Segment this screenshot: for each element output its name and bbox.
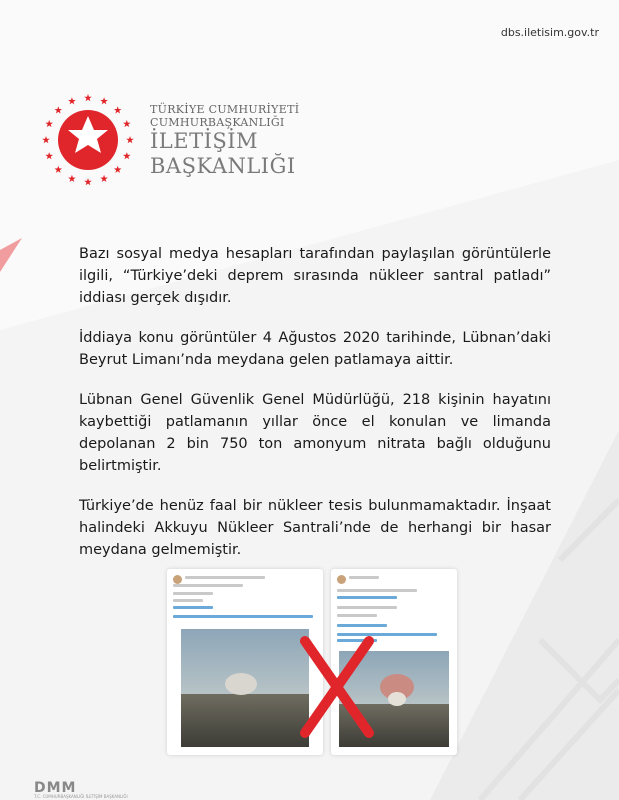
- org-line-3: İLETİŞİM: [150, 129, 259, 153]
- org-line-2: CUMHURBAŞKANLIĞI: [150, 116, 285, 129]
- explosion-cloud: [377, 669, 417, 709]
- dmm-subtitle: T.C. CUMHURBAŞKANLIĞI İLETİŞİM BAŞKANLIĞI: [34, 794, 128, 799]
- emblem-star: [68, 175, 76, 182]
- paragraph-2: İddiaya konu görüntüler 4 Ağustos 2020 tarihinde, Lübnan’daki Beyrut Limanı’nda meydana gelen patlamaya aittir.: [79, 330, 551, 368]
- emblem-star: [100, 97, 108, 104]
- emblem-star: [42, 136, 50, 143]
- emblem-star: [55, 166, 63, 173]
- emblem-star: [114, 166, 122, 173]
- smoke-cloud: [221, 669, 261, 699]
- emblem-star: [45, 152, 53, 159]
- emblem-star: [114, 106, 122, 113]
- org-line-1: TÜRKİYE CUMHURİYETİ: [150, 103, 300, 116]
- emblem-star: [123, 120, 131, 127]
- emblem-star: [55, 106, 63, 113]
- paragraph-1: Bazı sosyal medya hesapları tarafından paylaşılan görüntülerle ilgili, “Türkiye’deki deprem sırasında nükleer santral patladı” iddiası gerçek dışıdır.: [79, 246, 551, 306]
- emblem-star: [84, 178, 92, 185]
- emblem-star: [100, 175, 108, 182]
- false-claim-x-icon: [297, 633, 377, 743]
- emblem-star: [123, 152, 131, 159]
- statement-body: [79, 243, 551, 579]
- paragraph-4: Türkiye’de henüz faal bir nükleer tesis bulunmamaktadır. İnşaat halindeki Akkuyu Nükleer Santrali’nde de herhangi bir hasar meydana gelmemiştir.: [79, 498, 551, 558]
- emblem-star: [126, 136, 134, 143]
- org-name-large: [150, 129, 296, 179]
- website-url: dbs.iletisim.gov.tr: [500, 26, 599, 39]
- avatar: [173, 575, 182, 584]
- emblem-star: [84, 94, 92, 101]
- emblem-star: [68, 97, 76, 104]
- emblem-star: [45, 120, 53, 127]
- avatar: [337, 575, 346, 584]
- paragraph-3: Lübnan Genel Güvenlik Genel Müdürlüğü, 218 kişinin hayatını kaybettiği patlamanın yıllar önce el konulan ve limanda depolanan 2 bin 750 ton amonyum nitrata bağlı olduğunu belirtmiştir.: [79, 392, 551, 474]
- presidency-emblem-logo: [38, 90, 138, 190]
- dmm-logo: DMM: [34, 780, 77, 796]
- org-line-4: BAŞKANLIĞI: [150, 154, 296, 178]
- org-name-small: [150, 103, 299, 129]
- video-thumbnail: [181, 629, 309, 747]
